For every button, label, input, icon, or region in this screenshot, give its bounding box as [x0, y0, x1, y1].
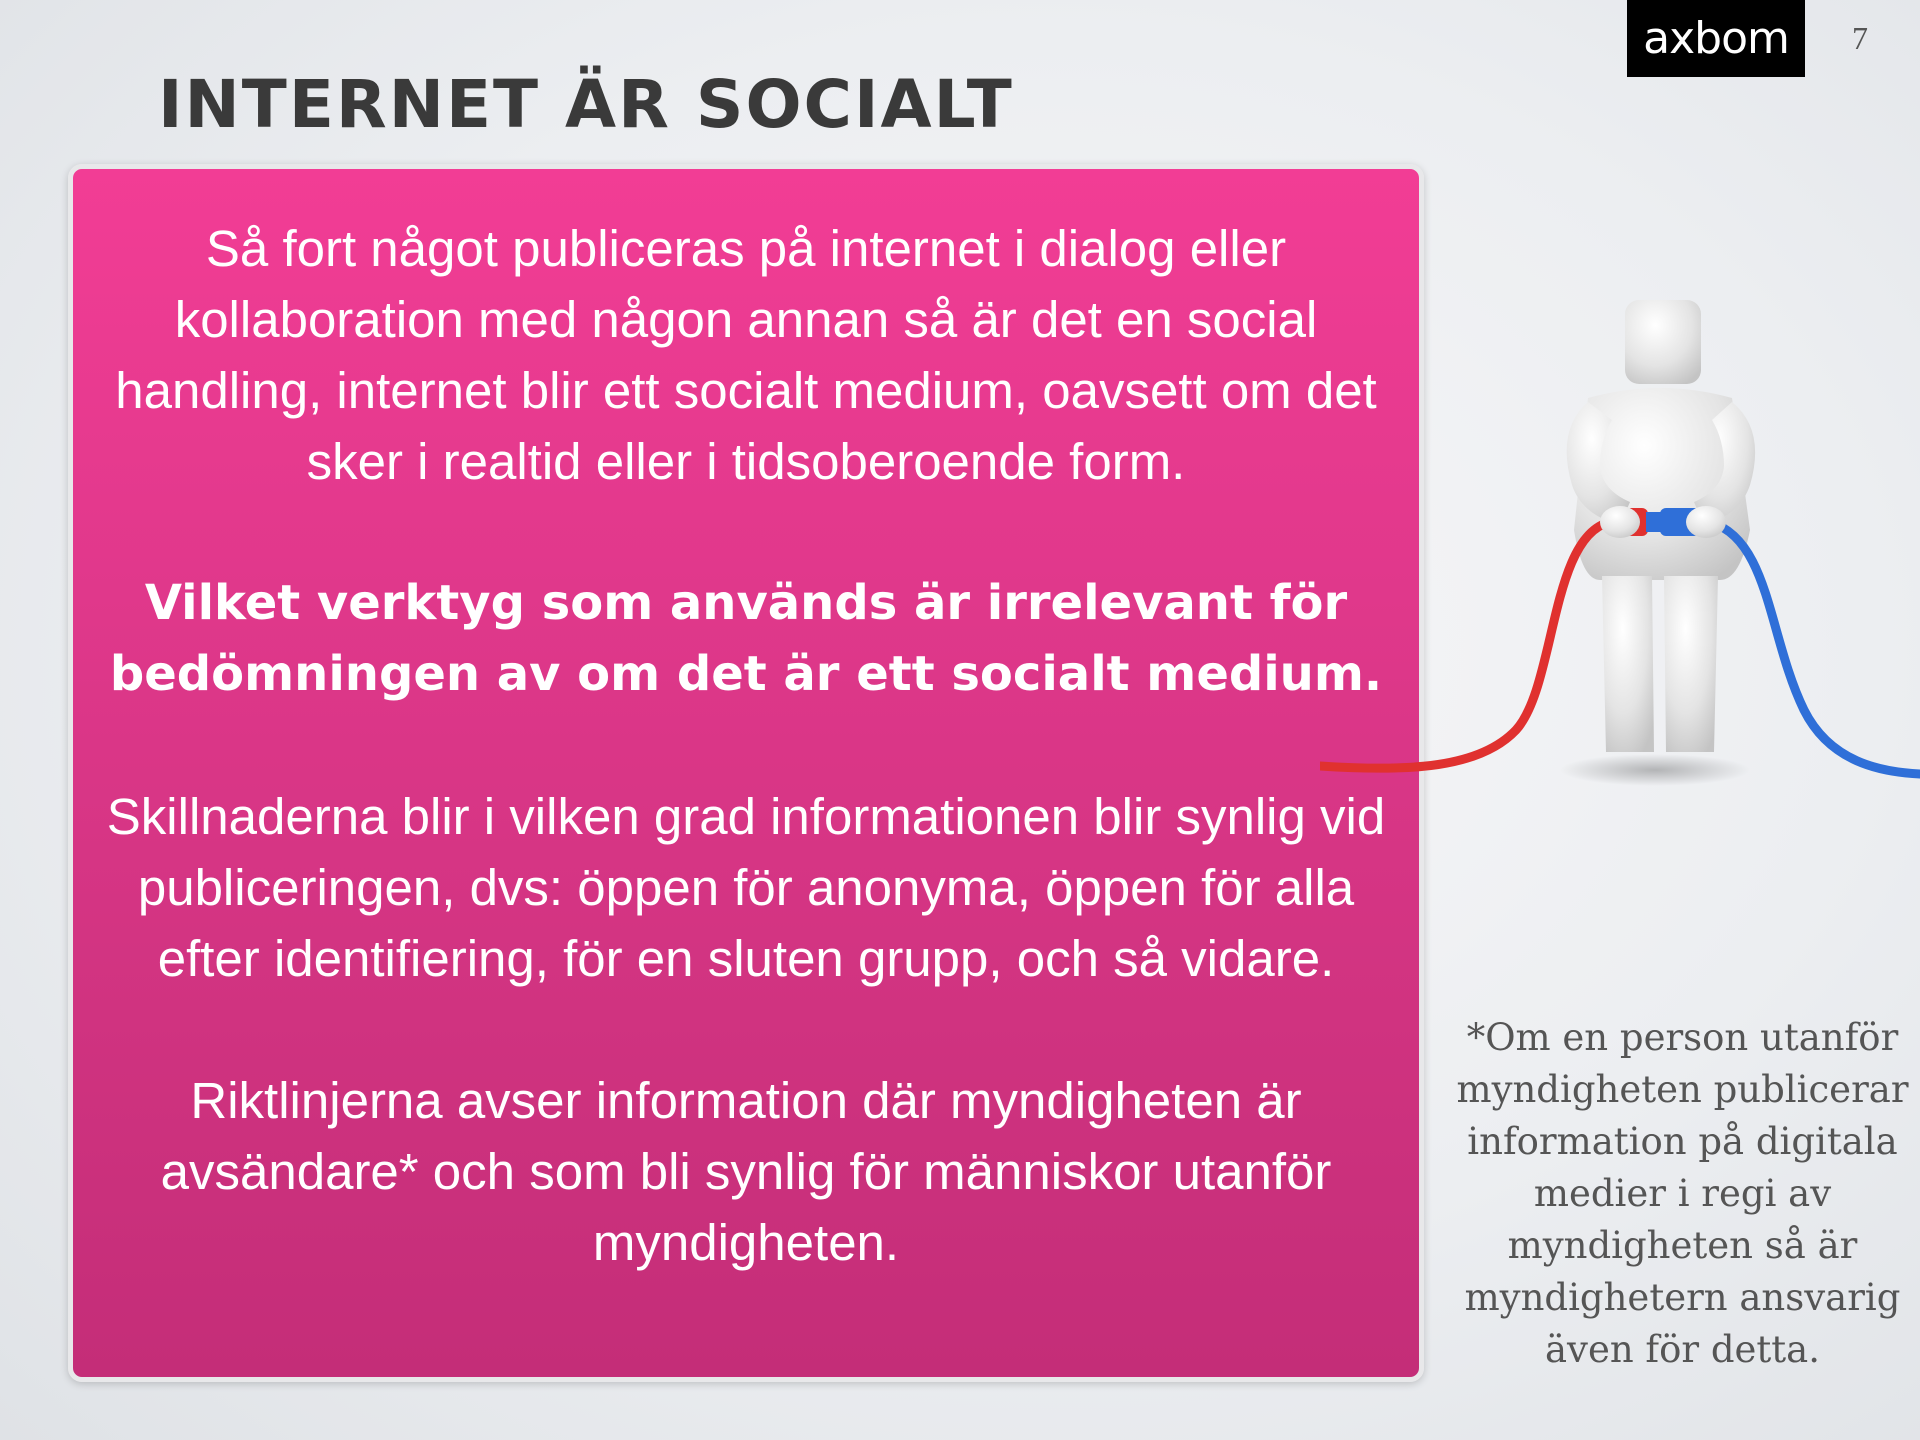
card-paragraph-1: Så fort något publiceras på internet i dialog eller kollaboration med någon annan så är det en social handling, internet blir ett socialt medium, oavsett om det sker i realtid eller i tidsoberoende form.: [115, 220, 1377, 490]
slide-title: INTERNET ÄR SOCIALT: [158, 66, 1014, 143]
person-connecting-cables-icon: [1320, 280, 1920, 800]
page-number: 7: [1852, 20, 1868, 56]
content-card: [68, 164, 1424, 1382]
logo-text: axbom: [1643, 13, 1789, 64]
card-paragraph-3: Skillnaderna blir i vilken grad informationen blir synlig vid publiceringen, dvs: öppen för anonyma, öppen för alla efter identifiering, för en sluten grupp, och så vidare.: [106, 788, 1386, 987]
card-paragraph-4: Riktlinjerna avser information där myndigheten är avsändare* och som bli synlig för människor utanför myndigheten.: [160, 1072, 1332, 1271]
axbom-logo: [1627, 0, 1805, 77]
footnote-text: *Om en person utanför myndigheten publicerar information på digitala medier i regi av myndigheten så är myndighetern ansvarig även för detta.: [1456, 1016, 1909, 1371]
card-paragraph-2-bold: Vilket verktyg som används är irrelevant för bedömningen av om det är ett socialt medium.: [109, 575, 1383, 702]
